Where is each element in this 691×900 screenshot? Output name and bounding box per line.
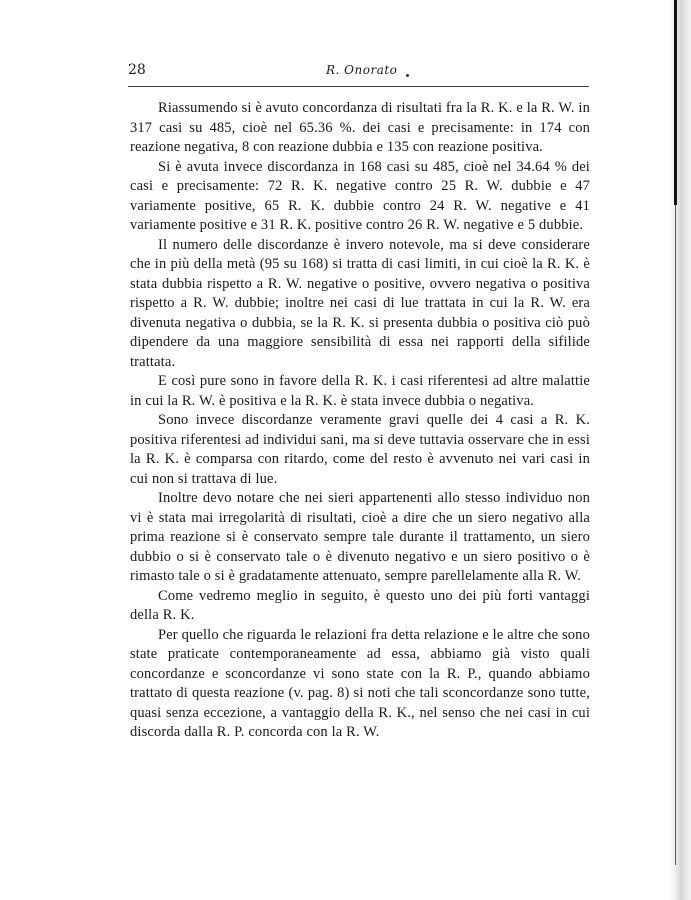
paragraph: Inoltre devo notare che nei sieri appartenenti allo stesso individuo non vi è stata mai irregolarità di risultati, cioè a dire che un siero negativo alla prima reazione si è conservato sempre tale durante il trattamento, un siero dubbio o si è conservato tale o è divenuto negativo e un siero positivo o è rimasto tale o si è gradatamente attenuato, sempre parellelamente alla R. W. bbox=[130, 490, 590, 584]
header-dot bbox=[406, 74, 409, 77]
paragraph: Si è avuta invece discordanza in 168 casi su 485, cioè nel 34.64 % dei casi e precisamente: 72 R. K. negative contro 25 R. W. dubbie e 47 variamente positive, 65 R. K. dubbie contro 24 R. W. negative e 41 variamente positive e 31 R. K. positive contro 26 R. W. negative e 5 dubbie. bbox=[130, 158, 590, 233]
running-head: R. Onorato bbox=[326, 63, 398, 77]
paragraph: Riassumendo si è avuto concordanza di risultati fra la R. K. e la R. W. in 317 casi su 485, cioè nel 65.36 %. dei casi e precisamente: in 174 con reazione negativa, 8 con reazione dubbia e 135 con reazione positiva. bbox=[130, 100, 590, 155]
page-edge-dark-strip bbox=[674, 0, 677, 205]
body-text bbox=[130, 99, 590, 743]
page-edge-line bbox=[675, 205, 676, 865]
paragraph: Il numero delle discordanze è invero notevole, ma si deve considerare che in più della metà (95 su 168) si tratta di casi limiti, in cui cioè la R. K. è stata dubbia rispetto a R. W. negative o positive, ovvero negativa o positiva rispetto a R. W. dubbie; inoltre nei casi di lue trattata in cui la R. W. era divenuta negativa o dubbia, se la R. K. si presenta dubbia o positiva ciò può dipendere da una maggiore sensibilità di essa nei rapporti della sifilide trattata. bbox=[130, 236, 590, 370]
page-header bbox=[128, 62, 588, 82]
page-number: 28 bbox=[128, 62, 146, 78]
page-edge-shadow bbox=[669, 0, 691, 900]
paragraph: Come vedremo meglio in seguito, è questo uno dei più forti vantaggi della R. K. bbox=[130, 587, 590, 623]
paragraph: Per quello che riguarda le relazioni fra detta relazione e le altre che sono state praticate contemporaneamente ad essa, abbiamo già visto quali concordanze e sconcordanze vi sono state con la R. P., quando abbiamo trattato di questa reazione (v. pag. 8) si noti che tali sconcordanze sono tutte, quasi senza eccezione, a vantaggio della R. K., nel senso che nei casi in cui discorda dalla R. P. concorda con la R. W. bbox=[130, 626, 590, 740]
header-rule bbox=[128, 86, 589, 87]
paragraph: E così pure sono in favore della R. K. i casi riferentesi ad altre malattie in cui la R. W. è positiva e la R. K. è stata invece dubbia o negativa. bbox=[130, 373, 590, 409]
paragraph: Sono invece discordanze veramente gravi quelle dei 4 casi a R. K. positiva riferentesi ad individui sani, ma si deve tuttavia osservare che in essi la R. K. è comparsa con ritardo, come del resto è avvenuto nei vari casi in cui non si trattava di lue. bbox=[130, 412, 590, 487]
